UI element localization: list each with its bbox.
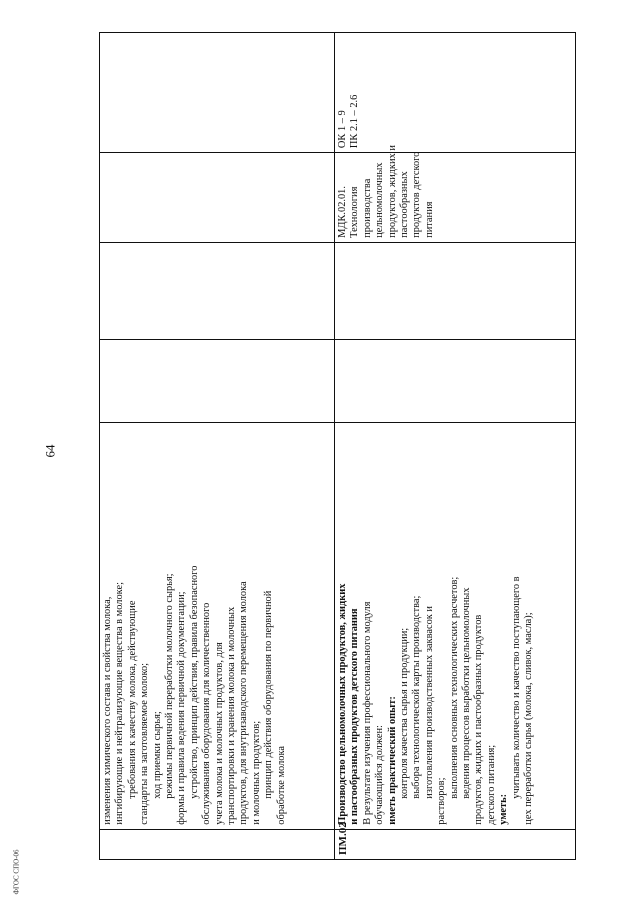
- mdk-line: питания: [423, 201, 435, 238]
- requirement-heading: иметь практический опыт:: [386, 696, 398, 825]
- module-title-line: и пастообразных продуктов детского питания: [349, 608, 361, 825]
- requirement-line: учета молока и молочных продуктов, для: [213, 642, 225, 825]
- requirement-line: цех переработки сырья (молока, сливок, масла);: [523, 612, 535, 825]
- requirements-cell: [100, 423, 335, 829]
- requirement-line: учитывать количество и качество поступающего в: [510, 576, 522, 799]
- curriculum-table: [99, 32, 576, 860]
- empty-cell: [335, 242, 576, 340]
- competency-line: ПК 2.1 – 2.6: [349, 94, 361, 149]
- mdk-line: пастообразных: [399, 171, 411, 238]
- requirement-line: изготовления производственных заквасок и: [423, 606, 435, 799]
- mdk-line: производства: [361, 178, 373, 238]
- competency-line: ОК 1 – 9: [337, 110, 348, 149]
- requirement-line: требования к качеству молока, действующие: [126, 600, 138, 799]
- empty-cell: [100, 242, 335, 340]
- requirements-cell: [335, 423, 576, 829]
- requirement-line: обслуживания оборудования для количественного: [201, 602, 213, 825]
- module-code-cell: [335, 822, 576, 859]
- requirement-line: принцип действия оборудования по первичной: [263, 590, 275, 799]
- requirement-heading: уметь:: [498, 793, 510, 825]
- requirement-line: продуктов, жидких и пастообразных продуктов: [473, 614, 485, 825]
- requirement-line: формы и правила ведения первичной документации;: [176, 591, 188, 825]
- mdk-line: МДК.02.01.: [337, 186, 348, 238]
- requirement-line: В результате изучения профессионального модуля: [361, 601, 373, 825]
- requirement-line: стандарты на заготовляемое молоко;: [139, 662, 151, 825]
- competencies-cell: [100, 33, 335, 153]
- requirement-line: контроля качества сырья и продукции;: [399, 627, 411, 799]
- module-code: ПМ.02: [337, 822, 349, 855]
- page-number: 64: [42, 444, 58, 458]
- empty-cell: [335, 340, 576, 423]
- requirement-line: ход приемки сырья;: [151, 711, 163, 799]
- table-row: [335, 33, 576, 860]
- mdk-line: Технология: [349, 186, 361, 238]
- module-title-line: Производство цельномолочных продуктов, жидких: [337, 583, 348, 825]
- requirement-line: транспортировки и хранения молока и молочных: [226, 606, 238, 825]
- requirement-line: устройство, принцип действия, правила безопасного: [188, 565, 200, 799]
- requirement-line: продуктов, для внутризаводского перемещения молока: [238, 581, 250, 825]
- mdk-line: цельномолочных: [374, 162, 386, 238]
- requirement-line: растворов;: [436, 777, 448, 825]
- requirement-line: выбора технологической карты производства;: [411, 595, 423, 799]
- requirement-line: и молочных продуктов;: [250, 720, 262, 825]
- requirement-line: детского питания;: [485, 744, 497, 825]
- requirement-line: изменения химического состава и свойства молока,: [102, 596, 113, 825]
- footer-mark: ФГОС СПО-06: [12, 849, 21, 895]
- requirement-line: режимы первичной переработки молочного сырья;: [164, 573, 176, 799]
- requirement-line: обучающийся должен:: [374, 725, 386, 825]
- requirement-line: выполнения основных технологических расчетов;: [448, 576, 460, 799]
- module-code-cell: [100, 829, 335, 859]
- requirement-line: ведения процессов выработки цельномолочных: [461, 587, 473, 799]
- mdk-cell: [335, 145, 576, 243]
- mdk-cell: [100, 153, 335, 243]
- competencies-cell: [335, 33, 576, 153]
- requirement-line: ингибирующие и нейтрализующие вещества в молоке;: [114, 582, 126, 825]
- requirement-line: обработке молока: [275, 746, 287, 825]
- rotated-table-wrapper: [99, 32, 567, 860]
- mdk-line: продуктов детского: [411, 151, 423, 238]
- mdk-line: продуктов, жидких и: [386, 145, 398, 238]
- table-row: [100, 33, 335, 860]
- empty-cell: [100, 340, 335, 423]
